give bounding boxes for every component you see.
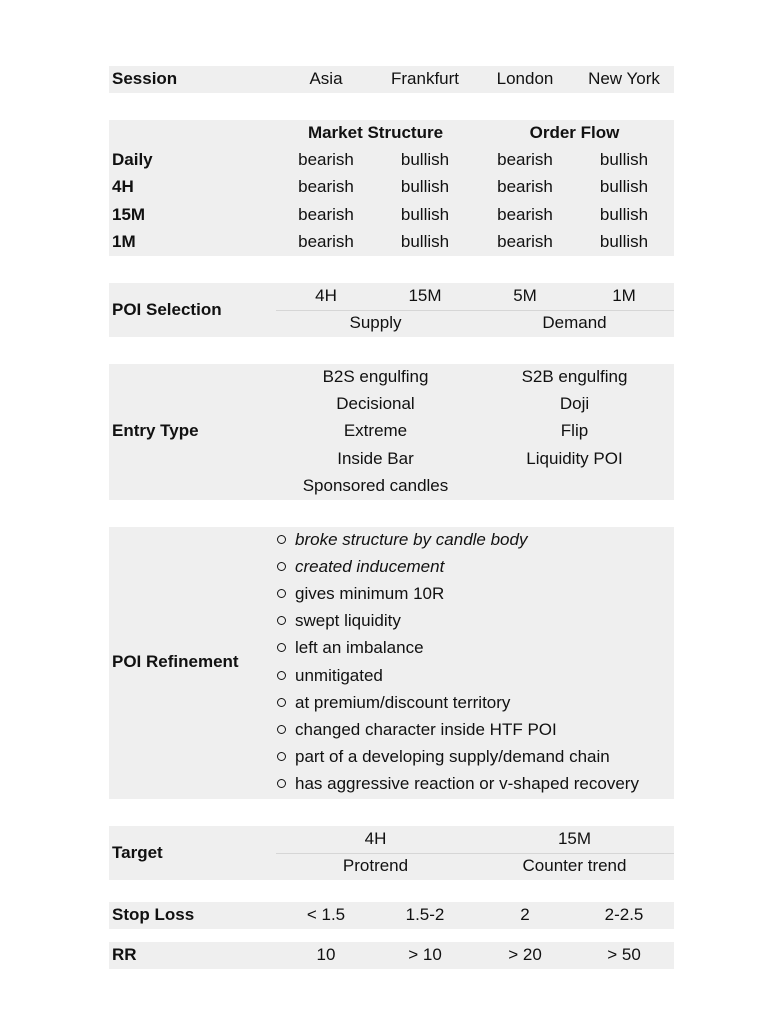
session-option-new-york: New York [588, 69, 660, 88]
poi-zone-demand: Demand [542, 313, 607, 332]
4h-of-bullish: bullish [599, 177, 649, 196]
bullet-icon [277, 616, 286, 625]
structure-table [109, 120, 674, 256]
refinement-item: created inducement [277, 557, 444, 577]
rr-value: > 20 [508, 945, 542, 964]
target-tf-15m: 15M [557, 829, 592, 848]
daily-of-bearish: bearish [497, 150, 553, 169]
poi-selection-row [109, 283, 674, 337]
refinement-item: at premium/discount territory [277, 693, 510, 713]
poi-selection-label: POI Selection [112, 300, 222, 319]
session-option-frankfurt: Frankfurt [390, 69, 460, 88]
4h-ms-bullish: bullish [400, 177, 450, 196]
15m-ms-bearish: bearish [298, 205, 354, 224]
4h-of-bearish: bearish [497, 177, 553, 196]
poi-refinement-label: POI Refinement [112, 652, 239, 671]
stop-loss-value: 2-2.5 [604, 905, 644, 924]
poi-tf-5m: 5M [513, 286, 537, 305]
bullet-icon [277, 589, 286, 598]
daily-ms-bearish: bearish [298, 150, 354, 169]
tf-15m-label: 15M [112, 205, 146, 224]
entry-type-row [109, 364, 674, 500]
entry-type-label: Entry Type [112, 421, 199, 440]
poi-tf-1m: 1M [612, 286, 636, 305]
1m-ms-bullish: bullish [400, 232, 450, 251]
bullet-icon [277, 535, 286, 544]
tf-4h-label: 4H [112, 177, 134, 196]
bullet-icon [277, 671, 286, 680]
tf-daily-label: Daily [112, 150, 153, 169]
refinement-item: has aggressive reaction or v-shaped recovery [277, 774, 639, 794]
stop-loss-value: 2 [520, 905, 530, 924]
entry-sponsored-candles: Sponsored candles [302, 476, 449, 495]
poi-tf-15m: 15M [408, 286, 442, 305]
bullet-icon [277, 779, 286, 788]
poi-tf-4h: 4H [315, 286, 337, 305]
target-tf-4h: 4H [364, 829, 387, 848]
15m-of-bearish: bearish [497, 205, 553, 224]
entry-s2b-engulfing: S2B engulfing [521, 367, 628, 386]
rr-value: > 50 [607, 945, 641, 964]
refinement-item: swept liquidity [277, 611, 401, 631]
stop-loss-value: 1.5-2 [405, 905, 445, 924]
target-row [109, 826, 674, 880]
entry-inside-bar: Inside Bar [337, 449, 414, 468]
target-divider [276, 853, 674, 854]
entry-liquidity-poi: Liquidity POI [526, 449, 623, 468]
entry-extreme: Extreme [343, 421, 408, 440]
target-protrend: Protrend [342, 856, 409, 875]
1m-of-bearish: bearish [497, 232, 553, 251]
15m-ms-bullish: bullish [400, 205, 450, 224]
rr-value: > 10 [408, 945, 442, 964]
daily-of-bullish: bullish [599, 150, 649, 169]
stop-loss-label: Stop Loss [112, 905, 195, 924]
bullet-icon [277, 725, 286, 734]
1m-of-bullish: bullish [599, 232, 649, 251]
entry-flip: Flip [560, 421, 589, 440]
refinement-item: gives minimum 10R [277, 584, 444, 604]
entry-doji: Doji [559, 394, 590, 413]
tf-1m-label: 1M [112, 232, 136, 251]
poi-refinement-row [109, 527, 674, 799]
rr-label: RR [112, 945, 137, 964]
bullet-icon [277, 562, 286, 571]
refinement-item: changed character inside HTF POI [277, 720, 557, 740]
stop-loss-value: < 1.5 [306, 905, 346, 924]
daily-ms-bullish: bullish [400, 150, 450, 169]
bullet-icon [277, 698, 286, 707]
target-counter-trend: Counter trend [522, 856, 627, 875]
session-label: Session [112, 69, 178, 88]
refinement-item: unmitigated [277, 666, 383, 686]
session-row [109, 66, 674, 93]
4h-ms-bearish: bearish [298, 177, 354, 196]
poi-zone-supply: Supply [349, 313, 402, 332]
entry-b2s-engulfing: B2S engulfing [322, 367, 429, 386]
bullet-icon [277, 643, 286, 652]
refinement-item: left an imbalance [277, 638, 424, 658]
stop-loss-row [109, 902, 674, 929]
session-option-london: London [496, 69, 554, 88]
rr-row [109, 942, 674, 969]
refinement-item: part of a developing supply/demand chain [277, 747, 610, 767]
poi-selection-divider [276, 310, 674, 311]
bullet-icon [277, 752, 286, 761]
target-label: Target [112, 843, 163, 862]
order-flow-header: Order Flow [529, 123, 620, 142]
entry-decisional: Decisional [336, 394, 415, 413]
session-option-asia: Asia [309, 69, 343, 88]
15m-of-bullish: bullish [599, 205, 649, 224]
1m-ms-bearish: bearish [298, 232, 354, 251]
refinement-item: broke structure by candle body [277, 530, 527, 550]
market-structure-header: Market Structure [307, 123, 444, 142]
rr-value: 10 [316, 945, 336, 964]
